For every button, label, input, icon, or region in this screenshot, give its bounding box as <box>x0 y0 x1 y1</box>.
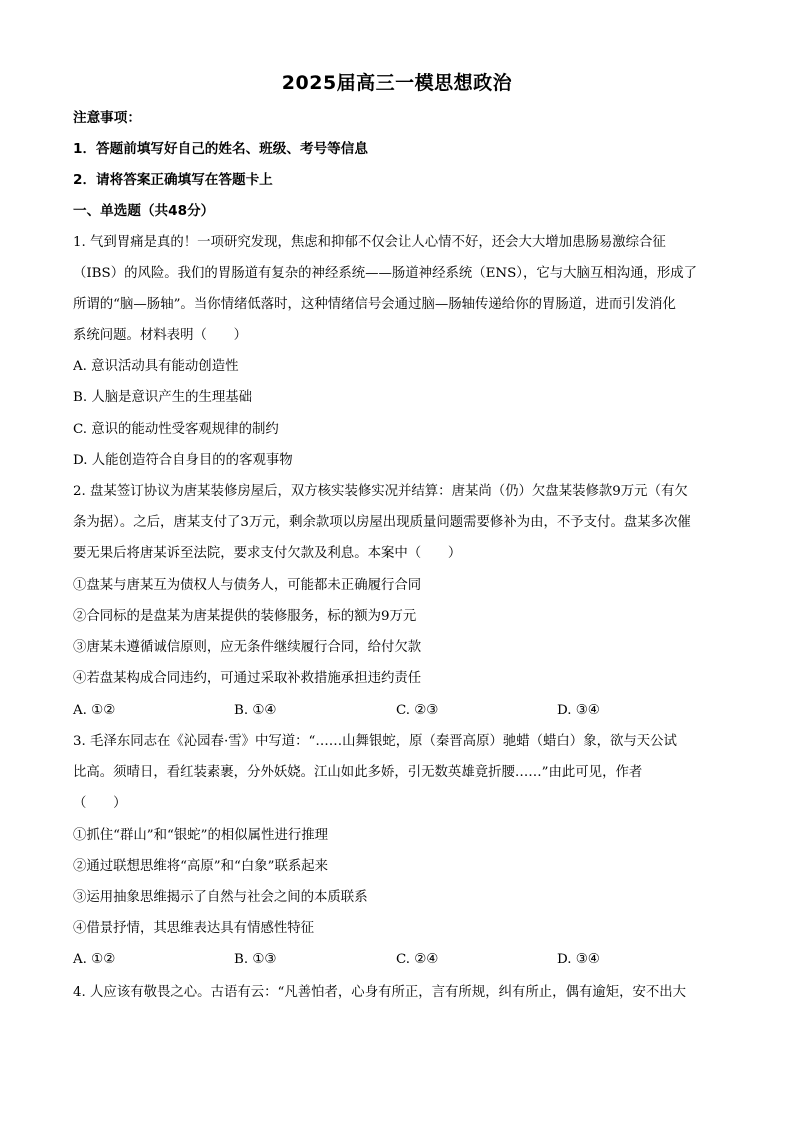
question-1-stem-line: 所谓的“脑—肠轴”。当你情绪低落时，这种情绪信号会通过脑—肠轴传递给你的胃肠道，进而引发消化 <box>73 297 676 312</box>
question-3-choice-d: D. ③④ <box>557 952 600 967</box>
notice-item: 1．答题前填写好自己的姓名、班级、考号等信息 <box>73 141 368 157</box>
question-3-stem-line: 比高。须晴日，看红装素裹，分外妖娆。江山如此多娇，引无数英雄竟折腰……”由此可见，作者 <box>73 765 643 780</box>
question-1-option-a: A. 意识活动具有能动创造性 <box>73 359 239 374</box>
question-2-choice-c: C. ②③ <box>396 703 439 718</box>
question-2-statement-2: ②合同标的是盘某为唐某提供的装修服务，标的额为9万元 <box>73 609 417 624</box>
question-3-statement-3: ③运用抽象思维揭示了自然与社会之间的本质联系 <box>73 890 368 905</box>
question-2-stem-line: 条为据）。之后，唐某支付了3万元，剩余款项以房屋出现质量问题需要修补为由，不予支付。盘某多次催 <box>73 515 691 530</box>
question-3-stem-line: （ ） <box>73 796 127 811</box>
page-title: 2025届高三一模思想政治 <box>281 72 513 94</box>
question-2-statement-3: ③唐某未遵循诚信原则，应无条件继续履行合同，给付欠款 <box>73 640 422 655</box>
question-3-statement-1: ①抓住“群山”和“银蛇”的相似属性进行推理 <box>73 828 329 843</box>
notice-heading: 注意事项： <box>73 110 141 126</box>
question-1-option-c: C. 意识的能动性受客观规律的制约 <box>73 422 279 437</box>
question-1-stem-line: 1. 气到胃痛是真的！一项研究发现，焦虑和抑郁不仅会让人心情不好，还会大大增加患肠易激综合征 <box>73 235 666 250</box>
question-3-stem-line: 3. 毛泽东同志在《沁园春·雪》中写道：“……山舞银蛇，原（秦晋高原）驰蜡（蜡白）象，欲与天公试 <box>73 734 677 749</box>
question-2-choice-d: D. ③④ <box>557 703 600 718</box>
question-3-statement-2: ②通过联想思维将“高原”和“白象”联系起来 <box>73 859 329 874</box>
notice-item: 2．请将答案正确填写在答题卡上 <box>73 172 273 188</box>
question-3-choices <box>73 950 733 970</box>
question-4-stem-line: 4. 人应该有敬畏之心。古语有云：“凡善怕者，心身有所正，言有所规，纠有所止，偶有逾矩，安不出大 <box>73 985 687 1000</box>
question-3-choice-c: C. ②④ <box>396 952 439 967</box>
question-3-choice-b: B. ①③ <box>234 952 277 967</box>
question-1-stem-line: 系统问题。材料表明（ ） <box>73 328 248 343</box>
section-heading: 一、单选题（共48分） <box>73 203 215 219</box>
question-2-choice-b: B. ①④ <box>234 703 277 718</box>
question-1-option-d: D. 人能创造符合自身目的的客观事物 <box>73 453 293 468</box>
question-3-choice-a: A. ①② <box>73 952 116 967</box>
question-2-stem-line: 要无果后将唐某诉至法院，要求支付欠款及利息。本案中（ ） <box>73 546 462 561</box>
question-2-choice-a: A. ①② <box>73 703 116 718</box>
question-1-option-b: B. 人脑是意识产生的生理基础 <box>73 390 253 405</box>
question-3-statement-4: ④借景抒情，其思维表达具有情感性特征 <box>73 921 315 936</box>
question-2-stem-line: 2. 盘某签订协议为唐某装修房屋后，双方核实装修实况并结算：唐某尚（仍）欠盘某装修款9万元（有欠 <box>73 484 688 499</box>
question-1-stem-line: （IBS）的风险。我们的胃肠道有复杂的神经系统——肠道神经系统（ENS），它与大脑互相沟通，形成了 <box>73 266 698 281</box>
question-2-choices <box>73 701 733 721</box>
question-2-statement-4: ④若盘某构成合同违约，可通过采取补救措施承担违约责任 <box>73 671 422 686</box>
question-2-statement-1: ①盘某与唐某互为债权人与债务人，可能都未正确履行合同 <box>73 578 422 593</box>
